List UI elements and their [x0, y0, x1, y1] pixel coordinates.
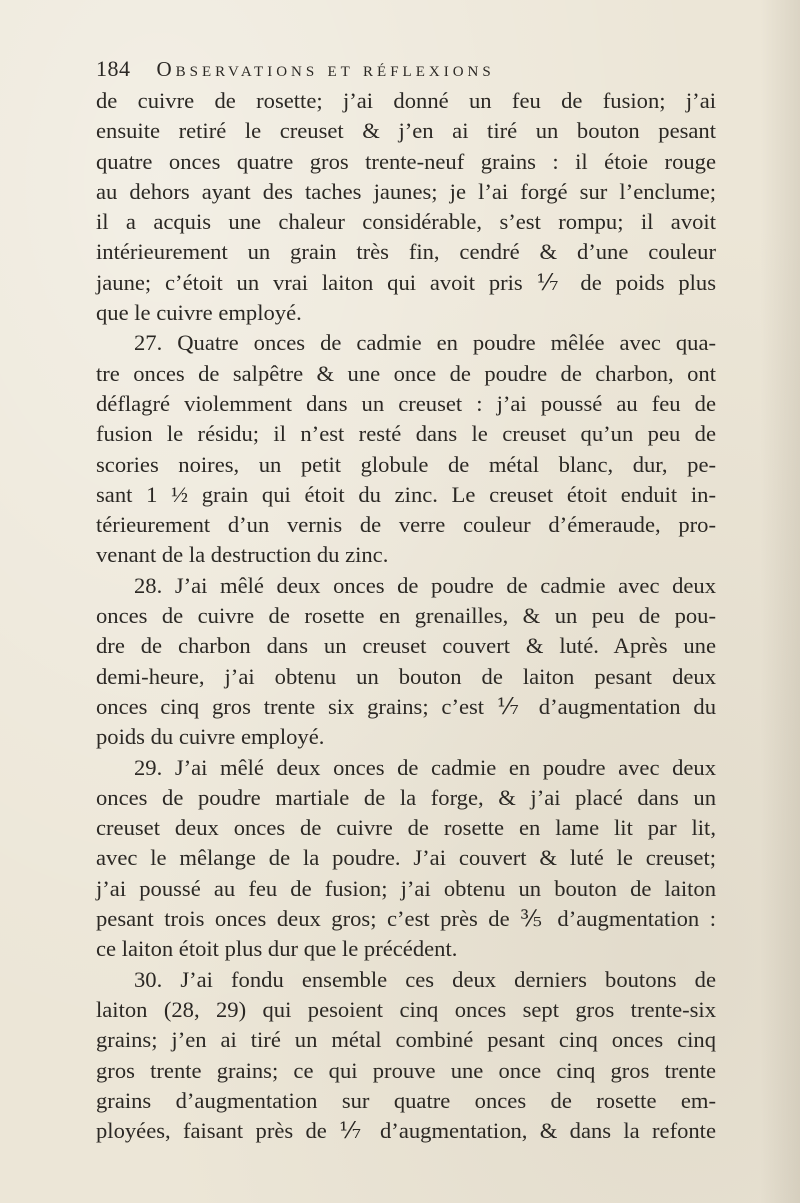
text-line: térieurement d’un vernis de verre couleur d’émeraude, pro-	[96, 512, 716, 538]
text-line: de cuivre de rosette; j’ai donné un feu de fusion; j’ai	[96, 88, 716, 113]
text-line: fusion le résidu; il n’est resté dans le creuset qu’un peu de	[96, 421, 716, 447]
text-line: tre onces de salpêtre & une once de poudre de charbon, ont	[96, 360, 716, 386]
text-line: ployées, faisant près de ⅐ d’augmentation, & dans la refonte	[96, 1118, 716, 1144]
text-line: gros trente grains; ce qui prouve une once cinq gros trente	[96, 1057, 716, 1083]
text-line: que le cuivre employé.	[96, 300, 302, 326]
text-line: déflagré violemment dans un creuset : j’ai poussé au feu de	[96, 390, 716, 416]
text-line: venant de la destruction du zinc.	[96, 542, 389, 568]
text-line: grains; j’en ai tiré un métal combiné pesant cinq onces cinq	[96, 1027, 716, 1053]
text-line: jaune; c’étoit un vrai laiton qui avoit pris ⅐ de poids plus	[96, 269, 716, 295]
text-line: poids du cuivre employé.	[96, 724, 325, 750]
text-line: j’ai poussé au feu de fusion; j’ai obtenu un bouton de laiton	[96, 875, 716, 901]
text-line: ensuite retiré le creuset & j’en ai tiré un bouton pesant	[96, 118, 716, 144]
text-line: 30. J’ai fondu ensemble ces deux derniers boutons de	[134, 966, 716, 992]
text-line: grains d’augmentation sur quatre onces de rosette em-	[96, 1087, 716, 1113]
text-line: 28. J’ai mêlé deux onces de poudre de cadmie avec deux	[134, 572, 716, 598]
text-line: ce laiton étoit plus dur que le précédent.	[96, 936, 458, 962]
text-line: laiton (28, 29) qui pesoient cinq onces sept gros trente-six	[96, 996, 716, 1022]
page-header	[96, 56, 696, 82]
text-line: intérieurement un grain très fin, cendré & d’une couleur	[96, 239, 716, 265]
text-line: scories noires, un petit globule de métal blanc, dur, pe-	[96, 451, 716, 477]
page-edge-shadow	[760, 0, 800, 1203]
text-line: 29. J’ai mêlé deux onces de cadmie en poudre avec deux	[134, 754, 716, 780]
text-line: il a acquis une chaleur considérable, s’est rompu; il avoit	[96, 209, 716, 235]
text-line: creuset deux onces de cuivre de rosette en lame lit par lit,	[96, 815, 716, 841]
text-line: sant 1 ½ grain qui étoit du zinc. Le creuset étoit enduit in-	[96, 481, 716, 507]
text-line: quatre onces quatre gros trente-neuf grains : il étoie rouge	[96, 148, 716, 174]
text-line: 27. Quatre onces de cadmie en poudre mêlée avec qua-	[134, 330, 716, 356]
text-line: pesant trois onces deux gros; c’est près de ⅗ d’augmentation :	[96, 906, 716, 932]
text-line: avec le mêlange de la poudre. J’ai couvert & luté le creuset;	[96, 845, 716, 871]
text-line: au dehors ayant des taches jaunes; je l’ai forgé sur l’enclume;	[96, 178, 716, 204]
text-line: dre de charbon dans un creuset couvert & luté. Après une	[96, 633, 716, 659]
text-line: onces cinq gros trente six grains; c’est ⅐ d’augmentation du	[96, 693, 716, 719]
text-line: onces de poudre martiale de la forge, & j’ai placé dans un	[96, 784, 716, 810]
running-head: Observations et réflexions	[156, 57, 495, 81]
page-number: 184	[96, 56, 131, 81]
body-text	[96, 86, 716, 1146]
text-line: demi-heure, j’ai obtenu un bouton de laiton pesant deux	[96, 663, 716, 689]
text-line: onces de cuivre de rosette en grenailles, & un peu de pou-	[96, 603, 716, 629]
